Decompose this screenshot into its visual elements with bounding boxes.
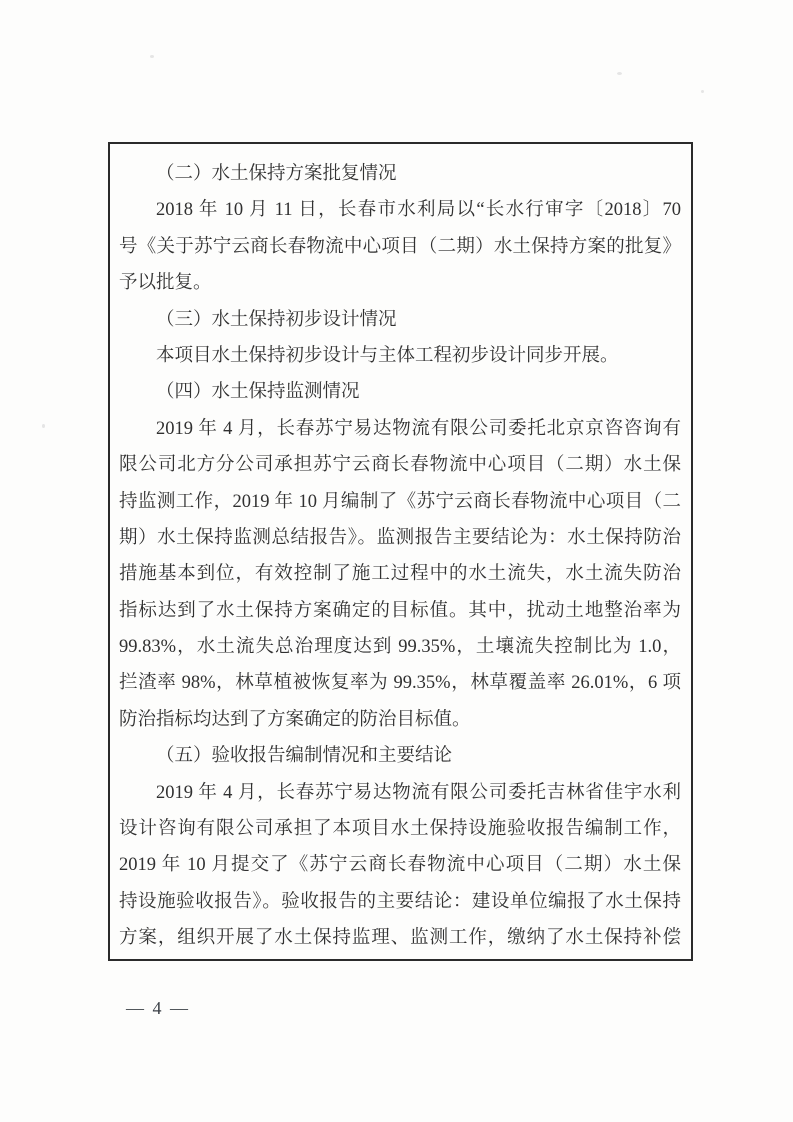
scan-speck	[701, 90, 704, 93]
document-line: 号《关于苏宁云商长春物流中心项目（二期）水土保持方案的批复》	[119, 236, 681, 257]
document-line: （五）验收报告编制情况和主要结论	[156, 746, 453, 767]
document-line: 2018 年 10 月 11 日，长春市水利局以“长水行审字〔2018〕70	[156, 200, 681, 221]
document-line: 2019 年 4 月，长春苏宁易达物流有限公司委托吉林省佳宇水利	[156, 782, 681, 803]
document-line: 拦渣率 98%，林草植被恢复率为 99.35%，林草覆盖率 26.01%，6 项	[119, 673, 681, 694]
document-line: 措施基本到位，有效控制了施工过程中的水土流失，水土流失防治	[119, 564, 681, 585]
document-line: （三）水土保持初步设计情况	[156, 309, 397, 330]
document-line: 予以批复。	[119, 273, 212, 294]
document-line: 指标达到了水土保持方案确定的目标值。其中，扰动土地整治率为	[119, 600, 681, 621]
document-line: 期）水土保持监测总结报告》。监测报告主要结论为：水土保持防治	[119, 527, 681, 548]
document-text-box	[108, 142, 693, 961]
document-line: 本项目水土保持初步设计与主体工程初步设计同步开展。	[156, 345, 619, 366]
document-line: 2019 年 4 月，长春苏宁易达物流有限公司委托北京京咨咨询有	[156, 418, 681, 439]
page-number: — 4 —	[126, 998, 190, 1018]
document-line: 设计咨询有限公司承担了本项目水土保持设施验收报告编制工作，	[119, 819, 681, 840]
document-line: 99.83%，水土流失总治理度达到 99.35%，土壤流失控制比为 1.0，	[119, 637, 681, 658]
scan-speck	[150, 55, 154, 58]
document-line: 方案，组织开展了水土保持监理、监测工作，缴纳了水土保持补偿	[119, 928, 681, 949]
document-line: 持监测工作，2019 年 10 月编制了《苏宁云商长春物流中心项目（二	[119, 491, 681, 512]
scan-speck	[617, 72, 622, 75]
document-line: 限公司北方分公司承担苏宁云商长春物流中心项目（二期）水土保	[119, 455, 681, 476]
scan-speck	[42, 424, 45, 428]
document-line: （四）水土保持监测情况	[156, 382, 360, 403]
document-line: 防治指标均达到了方案确定的防治目标值。	[119, 709, 471, 730]
document-line: 持设施验收报告》。验收报告的主要结论：建设单位编报了水土保持	[119, 891, 681, 912]
document-line: 2019 年 10 月提交了《苏宁云商长春物流中心项目（二期）水土保	[119, 855, 681, 876]
document-line: （二）水土保持方案批复情况	[156, 164, 397, 184]
